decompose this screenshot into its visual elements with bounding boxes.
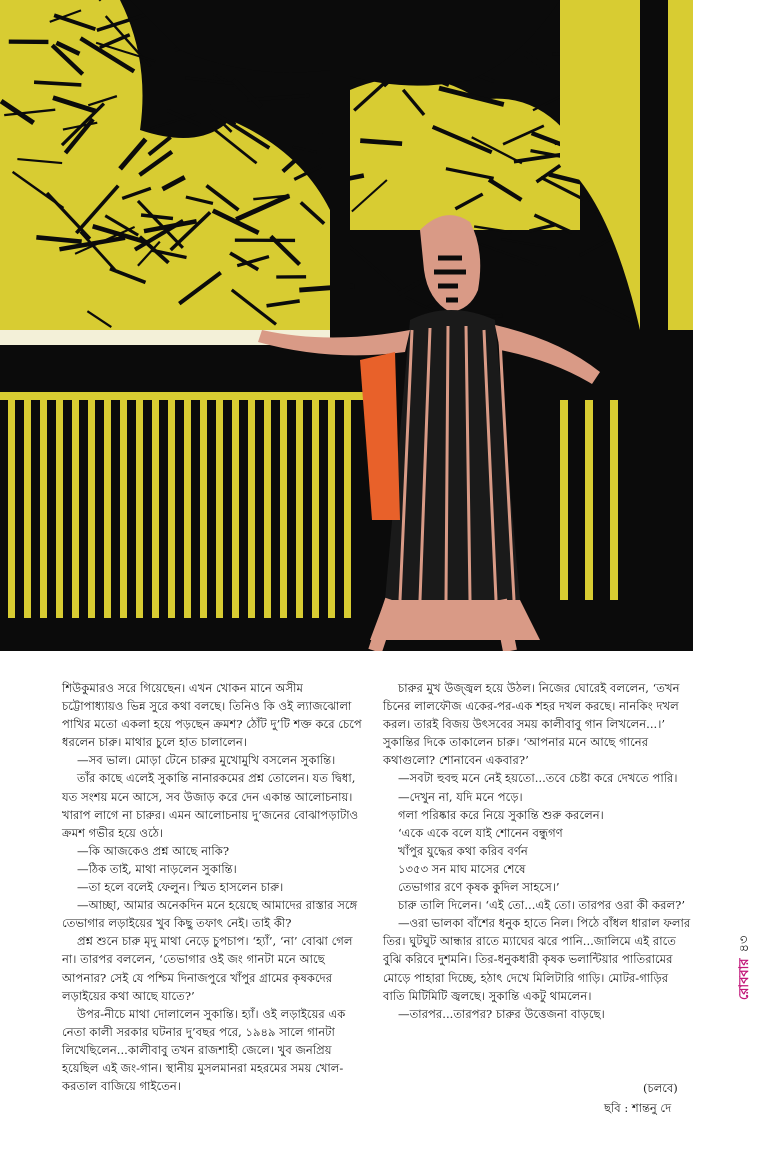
paragraph: —ওরা ভালকা বাঁশের ধনুক হাতে নিল। পিঠে বাঁধল ধারাল ফলার তির। ঘুটঘুট আন্ধার রাতে ম্যাঘের ঝরে পানি...জালিমে এই রাতে বুঝি করিবে দুশমনি। তির-ধনুকধারী কৃষক ভলান্টিয়ার পাতিরামের মোড়ে পাহারা দিচ্ছে, হঠাৎ দেখে মিলিটারি গাড়ি। মোটর-গাড়ির বাতি মিটিমিটি জ্বলছে। সুকান্তি একটু থামলেন। [383, 916, 691, 1003]
magazine-name: রোববার [737, 958, 752, 1000]
page-number: ৪৩ [737, 935, 752, 953]
paragraph: শিউকুমারও সরে গিয়েছেন। এখন খোকন মানে অসীম চট্টোপাধ্যায়ও ভিন্ন সুরে কথা বলছে। তিনিও কি ওই ল্যাজঝোলা পাখির মতো একলা হয়ে পড়ছেন ক্রমশ? ঠোঁট দু’টি শক্ত করে চেপে ধরলেন চারু। মাথার চুলে হাত চালালেন। [62, 681, 362, 750]
paragraph: —আচ্ছা, আমার অনেকদিন মনে হয়েছে আমাদের রাস্তার সঙ্গে তেভাগার লড়াইয়ের খুব কিছু তফাৎ নেই। তাই কী? [62, 898, 358, 931]
paragraph: উপর-নীচে মাথা দোলালেন সুকান্তি। হ্যাঁ। ওই লড়াইয়ের এক নেতা কালী সরকার ঘটনার দু’বছর পরে, ১৯৪৯ সালে গানটা লিখেছিলেন...কালীবাবু তখন রাজশাহী জেলে। খুব জনপ্রিয় হয়েছিল এই জং-গান। স্থানীয় মুসলমানরা মহরমের সময় খোল-করতাল বাজিয়ে গাইতেন। [62, 1006, 346, 1094]
left-text-column [62, 679, 362, 1095]
verse-line: ১৩৫৩ সন মাঘ মাসের শেষে [398, 861, 526, 876]
paragraph: চারু তালি দিলেন। ‘এই তো...এই তো। তারপর ওরা কী করল?’ [398, 898, 686, 913]
paragraph: —সবটা হুবহু মনে নেই হয়তো...তবে চেষ্টা করে দেখতে পারি। [398, 771, 678, 786]
paragraph: —কি আজকেও প্রশ্ন আছে নাকি? [77, 843, 230, 858]
paragraph: প্রশ্ন শুনে চারু মৃদু মাথা নেড়ে চুপচাপ। ‘হ্যাঁ’, ‘না’ বোঝা গেল না। তারপর বললেন, ‘তেভাগার ওই জং গানটা মনে আছে আপনার? সেই যে পশ্চিম দিনাজপুরে খাঁপুর গ্রামের কৃষকদের লড়াইয়ের কথা আছে যাতে?’ [62, 934, 353, 1003]
paragraph: —ঠিক তাই, মাথা নাড়লেন সুকান্তি। [77, 861, 237, 876]
paragraph: —তা হলে বলেই ফেলুন। স্মিত হাসলেন চারু। [77, 880, 284, 895]
verse-line: ‘একে একে বলে যাই শোনেন বন্ধুগণ [398, 825, 563, 840]
illustration-credit: ছবি : শান্তনু দে [604, 1101, 672, 1115]
paragraph: —দেখুন না, যদি মনে পড়ে। [398, 789, 523, 804]
paragraph: তাঁর কাছে এলেই সুকান্তি নানারকমের প্রশ্ন তোলেন। যত দ্বিধা, যত সংশয় মনে আসে, সব উজাড় করে দেন একান্ত আলোচনায়। খারাপ লাগে না চারুর। এমন আলোচনায় দু’জনের বোঝাপড়াটাও ক্রমশ গভীর হয়ে ওঠে। [62, 771, 359, 840]
to-be-continued-label: (চলবে) [643, 1081, 678, 1095]
verse-line: তেভাগার রণে কৃষক কুদিল সাহসে।’ [398, 880, 560, 895]
page-footer-label [735, 936, 756, 1000]
verse-line: খাঁপুর যুদ্ধের কথা করিব বর্ণন [398, 843, 528, 858]
right-post [640, 0, 668, 651]
right-text-column [383, 679, 691, 1023]
paragraph: চারুর মুখ উজ্জ্বল হয়ে উঠল। নিজের ঘোরেই বললেন, ‘তখন চিনের লালফৌজ একের-পর-এক শহর দখল করছে। নানকিং দখল করল। তারই বিজয় উৎসবের সময় কালীবাবু গান লিখলেন...।’ সুকান্তির দিকে তাকালেন চারু। ‘আপনার মনে আছে গানের কথাগুলো? শোনাবেন একবার?’ [383, 681, 680, 768]
paragraph: —সব ভাল। মোড়া টেনে চারুর মুখোমুখি বসলেন সুকান্তি। [77, 753, 336, 768]
paragraph: গলা পরিষ্কার করে নিয়ে সুকান্তি শুরু করলেন। [398, 807, 604, 822]
paragraph: —তারপর...তারপর? চারুর উত্তেজনা বাড়ছে। [398, 1006, 605, 1021]
